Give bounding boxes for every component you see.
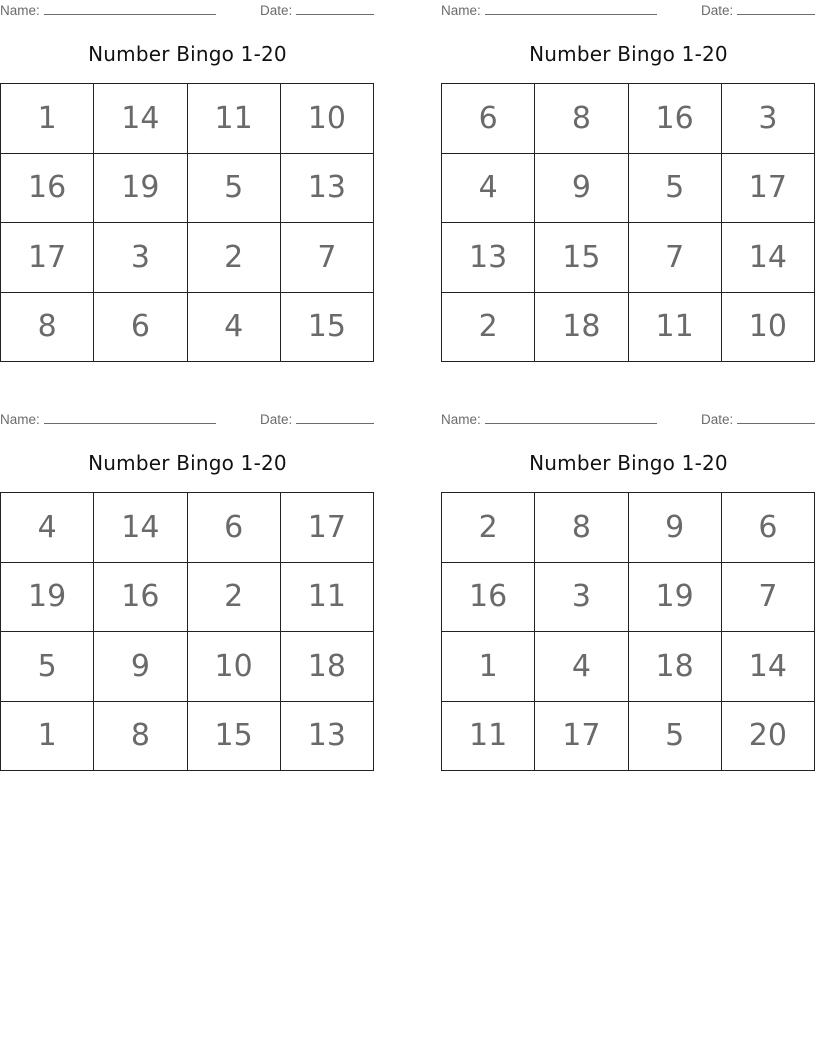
name-date-row — [0, 409, 375, 429]
bingo-cell[interactable]: 4 — [535, 632, 628, 702]
bingo-cell[interactable]: 15 — [535, 223, 628, 293]
bingo-cell[interactable]: 17 — [722, 154, 815, 224]
name-blank-line[interactable] — [485, 411, 657, 424]
bingo-cell[interactable]: 10 — [281, 84, 374, 154]
bingo-cell[interactable]: 9 — [629, 493, 722, 563]
card-title: Number Bingo 1-20 — [529, 451, 728, 475]
bingo-card-1 — [0, 0, 375, 380]
date-blank-line[interactable] — [296, 411, 374, 424]
bingo-cell[interactable]: 16 — [629, 84, 722, 154]
bingo-grid — [441, 492, 815, 771]
bingo-cell[interactable]: 19 — [629, 563, 722, 633]
bingo-cell[interactable]: 2 — [188, 563, 281, 633]
date-field[interactable] — [701, 411, 815, 427]
card-title: Number Bingo 1-20 — [88, 42, 287, 66]
bingo-cell[interactable]: 4 — [442, 154, 535, 224]
bingo-cell[interactable]: 19 — [94, 154, 187, 224]
bingo-cell[interactable]: 7 — [629, 223, 722, 293]
bingo-cell[interactable]: 4 — [1, 493, 94, 563]
bingo-cell[interactable]: 1 — [442, 632, 535, 702]
name-label: Name: — [441, 412, 481, 427]
bingo-cell[interactable]: 2 — [188, 223, 281, 293]
name-blank-line[interactable] — [44, 411, 216, 424]
bingo-cell[interactable]: 6 — [722, 493, 815, 563]
bingo-cell[interactable]: 8 — [94, 702, 187, 772]
date-blank-line[interactable] — [737, 411, 815, 424]
bingo-cell[interactable]: 11 — [442, 702, 535, 772]
bingo-cell[interactable]: 17 — [535, 702, 628, 772]
name-field[interactable] — [0, 411, 216, 427]
bingo-cell[interactable]: 8 — [1, 293, 94, 363]
bingo-cell[interactable]: 17 — [1, 223, 94, 293]
card-title: Number Bingo 1-20 — [88, 451, 287, 475]
bingo-cell[interactable]: 5 — [629, 154, 722, 224]
date-field[interactable] — [701, 2, 815, 18]
bingo-card-2 — [441, 0, 816, 380]
bingo-cell[interactable]: 6 — [188, 493, 281, 563]
name-field[interactable] — [441, 411, 657, 427]
bingo-cell[interactable]: 5 — [629, 702, 722, 772]
date-label: Date: — [260, 412, 293, 427]
bingo-cell[interactable]: 4 — [188, 293, 281, 363]
card-title: Number Bingo 1-20 — [529, 42, 728, 66]
date-field[interactable] — [260, 411, 374, 427]
bingo-cell[interactable]: 14 — [94, 493, 187, 563]
date-blank-line[interactable] — [737, 2, 815, 15]
bingo-cell[interactable]: 6 — [94, 293, 187, 363]
name-field[interactable] — [441, 2, 657, 18]
name-blank-line[interactable] — [44, 2, 216, 15]
bingo-cell[interactable]: 1 — [1, 84, 94, 154]
bingo-cell[interactable]: 5 — [188, 154, 281, 224]
bingo-card-4 — [441, 409, 816, 789]
name-label: Name: — [0, 412, 40, 427]
bingo-cell[interactable]: 6 — [442, 84, 535, 154]
name-date-row — [441, 0, 816, 20]
bingo-cell[interactable]: 13 — [442, 223, 535, 293]
bingo-grid — [0, 492, 374, 771]
bingo-cell[interactable]: 14 — [722, 223, 815, 293]
bingo-cell[interactable]: 7 — [281, 223, 374, 293]
bingo-cell[interactable]: 5 — [1, 632, 94, 702]
bingo-cell[interactable]: 16 — [1, 154, 94, 224]
bingo-cell[interactable]: 7 — [722, 563, 815, 633]
name-label: Name: — [0, 3, 40, 18]
bingo-cell[interactable]: 19 — [1, 563, 94, 633]
bingo-cell[interactable]: 11 — [281, 563, 374, 633]
date-blank-line[interactable] — [296, 2, 374, 15]
bingo-grid — [441, 83, 815, 362]
bingo-cell[interactable]: 9 — [94, 632, 187, 702]
bingo-cell[interactable]: 10 — [722, 293, 815, 363]
bingo-cell[interactable]: 9 — [535, 154, 628, 224]
date-field[interactable] — [260, 2, 374, 18]
bingo-cell[interactable]: 18 — [535, 293, 628, 363]
bingo-cell[interactable]: 14 — [94, 84, 187, 154]
bingo-cell[interactable]: 11 — [188, 84, 281, 154]
bingo-cell[interactable]: 20 — [722, 702, 815, 772]
bingo-grid — [0, 83, 374, 362]
name-date-row — [0, 0, 375, 20]
bingo-cell[interactable]: 1 — [1, 702, 94, 772]
bingo-cell[interactable]: 3 — [94, 223, 187, 293]
name-field[interactable] — [0, 2, 216, 18]
bingo-cell[interactable]: 3 — [535, 563, 628, 633]
bingo-card-3 — [0, 409, 375, 789]
bingo-cell[interactable]: 16 — [442, 563, 535, 633]
bingo-cell[interactable]: 15 — [281, 293, 374, 363]
date-label: Date: — [260, 3, 293, 18]
name-blank-line[interactable] — [485, 2, 657, 15]
bingo-cell[interactable]: 2 — [442, 493, 535, 563]
bingo-cell[interactable]: 18 — [629, 632, 722, 702]
bingo-cell[interactable]: 16 — [94, 563, 187, 633]
bingo-cell[interactable]: 2 — [442, 293, 535, 363]
bingo-cell[interactable]: 18 — [281, 632, 374, 702]
bingo-cell[interactable]: 17 — [281, 493, 374, 563]
bingo-cell[interactable]: 11 — [629, 293, 722, 363]
bingo-cell[interactable]: 3 — [722, 84, 815, 154]
date-label: Date: — [701, 3, 734, 18]
bingo-cell[interactable]: 15 — [188, 702, 281, 772]
bingo-cell[interactable]: 8 — [535, 84, 628, 154]
name-date-row — [441, 409, 816, 429]
bingo-cell[interactable]: 13 — [281, 702, 374, 772]
bingo-cell[interactable]: 14 — [722, 632, 815, 702]
date-label: Date: — [701, 412, 734, 427]
name-label: Name: — [441, 3, 481, 18]
bingo-cell[interactable]: 8 — [535, 493, 628, 563]
bingo-cell[interactable]: 13 — [281, 154, 374, 224]
bingo-cell[interactable]: 10 — [188, 632, 281, 702]
